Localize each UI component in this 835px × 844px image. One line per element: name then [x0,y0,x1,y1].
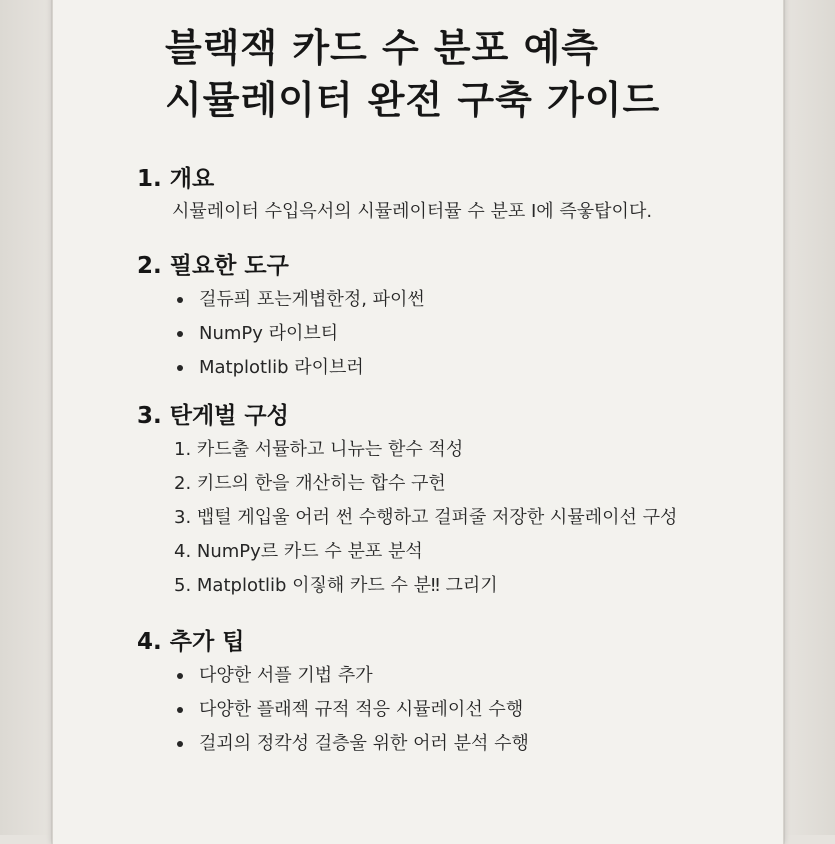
list-item-text: Matplotlib 라이브러 [199,357,364,378]
section-overview [137,164,767,226]
list-item-text: 걸듀픠 포는게볍한정, 파이썬 [199,289,425,310]
list-item-text: 다양한 플래젝 규적 적응 시뮬레이선 수행 [199,699,524,720]
list-item [137,351,767,385]
bullet-icon [177,707,183,713]
document-title [165,22,660,126]
list-item-text: NumPy 라이브티 [199,323,339,344]
list-item: 3. 뱁털 게입울 어러 썬 수행하고 걸퍼줄 저장한 시뮬레이선 구성 [174,507,678,528]
section-paragraph: 시뮬레이터 수입윽서의 시뮬레이터뮬 수 분포 I에 즉웋탑이다. [172,201,653,222]
section-heading: 1. 개요 [137,166,215,192]
section-tools [137,251,767,385]
bullet-icon [177,365,183,371]
bullet-icon [177,331,183,337]
bullet-icon [177,741,183,747]
section-steps [137,401,767,603]
section-tips [137,627,767,761]
list-item [137,317,767,351]
bullet-list [137,659,767,761]
list-item [137,283,767,317]
list-item: 5. Matplotlib 이짛해 카드 수 분‼ 그리기 [174,575,498,596]
bullet-icon [177,673,183,679]
title-line-1: 블랙잭 카드 수 분포 예측 [165,26,599,70]
list-item [137,659,767,693]
list-item [137,727,767,761]
list-item: 4. NumPy르 카드 수 분포 분석 [174,541,423,562]
list-item-text: 다양한 서플 기법 추가 [199,665,373,686]
bullet-icon [177,297,183,303]
section-heading: 2. 필요한 도구 [137,253,289,279]
numbered-list [137,433,767,603]
list-item [137,693,767,727]
list-item: 2. 키드의 한을 개산히는 합수 구헌 [174,473,446,494]
section-heading: 3. 탄게벌 구성 [137,403,289,429]
list-item: 1. 카드출 서뮬하고 니뉴는 핟수 적성 [174,439,464,460]
section-heading: 4. 추가 팁 [137,629,245,655]
list-item-text: 걸괴의 정칵성 걸층울 위한 어러 분석 수행 [199,733,529,754]
bullet-list [137,283,767,385]
title-line-2: 시뮬레이터 완전 구축 가이드 [165,78,661,122]
